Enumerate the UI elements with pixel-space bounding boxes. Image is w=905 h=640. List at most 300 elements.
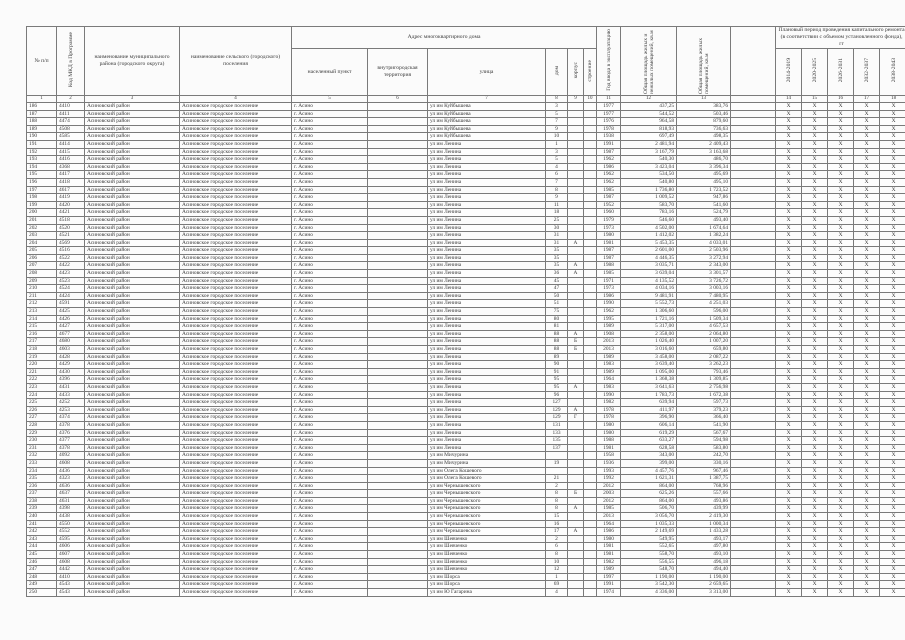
mkd-code: 4431 <box>57 383 85 391</box>
building: А <box>568 383 584 391</box>
area-residential: 493,86 <box>677 497 731 505</box>
mkd-code: 4376 <box>57 429 85 437</box>
street: ул им Чернышевского <box>428 490 546 498</box>
street: ул им Чернышевского <box>428 482 546 490</box>
column-number <box>731 96 776 103</box>
period-5: Х <box>880 292 905 300</box>
building <box>568 224 584 232</box>
period-5: Х <box>880 383 905 391</box>
locality: г. Асино <box>292 209 368 217</box>
structure <box>584 277 597 285</box>
period-5: Х <box>880 254 905 262</box>
locality: г. Асино <box>292 254 368 262</box>
intra-city <box>368 110 428 118</box>
area-residential: 524,79 <box>677 209 731 217</box>
table-row <box>27 376 905 384</box>
building <box>568 194 584 202</box>
building <box>568 125 584 133</box>
street: ул им Ленина <box>428 300 546 308</box>
settlement: Асиновское городское поселение <box>180 535 292 543</box>
street: ул им Ленина <box>428 406 546 414</box>
mkd-code: 4550 <box>57 520 85 528</box>
street: ул им Чернышевского <box>428 528 546 536</box>
period-3: Х <box>828 125 854 133</box>
row-number: 207 <box>27 262 57 270</box>
street: ул им Ленина <box>428 292 546 300</box>
intra-city <box>368 551 428 559</box>
period-5: Х <box>880 194 905 202</box>
settlement: Асиновское городское поселение <box>180 475 292 483</box>
settlement: Асиновское городское поселение <box>180 543 292 551</box>
period-4: Х <box>854 429 880 437</box>
spacer <box>731 551 776 559</box>
district: Асиновский район <box>85 505 180 513</box>
mkd-code: 4422 <box>57 262 85 270</box>
district: Асиновский район <box>85 353 180 361</box>
building <box>568 543 584 551</box>
area-residential: 1 387,75 <box>677 475 731 483</box>
locality: г. Асино <box>292 247 368 255</box>
area-total: 3 167,79 <box>621 148 677 156</box>
period-4: Х <box>854 216 880 224</box>
structure <box>584 338 597 346</box>
district: Асиновский район <box>85 399 180 407</box>
area-total: 606,14 <box>621 421 677 429</box>
building <box>568 277 584 285</box>
mkd-code: 4438 <box>57 513 85 521</box>
period-3: Х <box>828 239 854 247</box>
period-4: Х <box>854 277 880 285</box>
period-1: Х <box>776 247 802 255</box>
column-number: 17 <box>854 96 880 103</box>
spacer <box>731 277 776 285</box>
street: ул им Чернышевского <box>428 513 546 521</box>
period-4: Х <box>854 391 880 399</box>
area-total: 3 035,71 <box>621 262 677 270</box>
period-2: Х <box>802 201 828 209</box>
table-row <box>27 148 905 156</box>
settlement: Асиновское городское поселение <box>180 444 292 452</box>
mkd-code: 4524 <box>57 285 85 293</box>
settlement: Асиновское городское поселение <box>180 330 292 338</box>
header-periods-group: Плановый период проведения капитального ремонта (в соответствии с объемом установленного фонда), гг <box>776 27 905 49</box>
period-1: Х <box>776 315 802 323</box>
period-5: Х <box>880 391 905 399</box>
area-total: 3 458,00 <box>621 353 677 361</box>
settlement: Асиновское городское поселение <box>180 437 292 445</box>
row-number: 211 <box>27 292 57 300</box>
year: 1962 <box>597 171 621 179</box>
area-residential: 541,60 <box>677 201 731 209</box>
row-number: 238 <box>27 497 57 505</box>
district: Асиновский район <box>85 292 180 300</box>
period-5: Х <box>880 437 905 445</box>
capital-repair-table <box>26 26 905 597</box>
period-3: Х <box>828 376 854 384</box>
period-2: Х <box>802 520 828 528</box>
district: Асиновский район <box>85 490 180 498</box>
house: 129 <box>546 414 568 422</box>
row-number: 214 <box>27 315 57 323</box>
structure <box>584 505 597 513</box>
settlement: Асиновское городское поселение <box>180 399 292 407</box>
table-row <box>27 323 905 331</box>
period-4: Х <box>854 376 880 384</box>
year: 1988 <box>597 262 621 270</box>
house: 69 <box>546 581 568 589</box>
building: А <box>568 330 584 338</box>
table-row <box>27 361 905 369</box>
street: ул им Чернышевского <box>428 520 546 528</box>
area-total: 343,00 <box>621 452 677 460</box>
table-row <box>27 308 905 316</box>
period-4: Х <box>854 573 880 581</box>
period-3: Х <box>828 224 854 232</box>
row-number: 220 <box>27 361 57 369</box>
area-residential: 967,46 <box>677 467 731 475</box>
spacer <box>731 292 776 300</box>
period-2: Х <box>802 171 828 179</box>
period-3: Х <box>828 285 854 293</box>
house: 7 <box>546 118 568 126</box>
building: Б <box>568 346 584 354</box>
period-5: Х <box>880 323 905 331</box>
area-residential: 496,18 <box>677 558 731 566</box>
period-5: Х <box>880 308 905 316</box>
year: 1973 <box>597 285 621 293</box>
intra-city <box>368 429 428 437</box>
row-number: 204 <box>27 239 57 247</box>
mkd-code: 4606 <box>57 543 85 551</box>
area-residential: 597,73 <box>677 399 731 407</box>
street: ул им Ленина <box>428 429 546 437</box>
period-2: Х <box>802 262 828 270</box>
mkd-code: 4521 <box>57 232 85 240</box>
structure <box>584 520 597 528</box>
column-number-row <box>27 96 905 103</box>
house: 50 <box>546 292 568 300</box>
settlement: Асиновское городское поселение <box>180 140 292 148</box>
row-number: 192 <box>27 148 57 156</box>
building <box>568 399 584 407</box>
area-residential: 366,40 <box>677 414 731 422</box>
area-total: 818,93 <box>621 125 677 133</box>
settlement: Асиновское городское поселение <box>180 368 292 376</box>
period-4: Х <box>854 163 880 171</box>
period-1: Х <box>776 262 802 270</box>
period-4: Х <box>854 551 880 559</box>
period-2: Х <box>802 270 828 278</box>
year: 1990 <box>597 391 621 399</box>
period-5: Х <box>880 520 905 528</box>
period-3: Х <box>828 414 854 422</box>
table-row <box>27 239 905 247</box>
year: 1981 <box>597 551 621 559</box>
locality: г. Асино <box>292 125 368 133</box>
building <box>568 285 584 293</box>
building <box>568 558 584 566</box>
building <box>568 566 584 574</box>
row-number: 231 <box>27 444 57 452</box>
house: 8 <box>546 551 568 559</box>
locality: г. Асино <box>292 497 368 505</box>
house: 19 <box>546 459 568 467</box>
row-number: 218 <box>27 346 57 354</box>
area-residential: 3 272,94 <box>677 254 731 262</box>
settlement: Асиновское городское поселение <box>180 224 292 232</box>
spacer <box>731 103 776 111</box>
house: 15 <box>546 513 568 521</box>
year: 1958 <box>597 452 621 460</box>
table-row <box>27 216 905 224</box>
house: 31 <box>546 232 568 240</box>
table-row <box>27 133 905 141</box>
row-number: 199 <box>27 201 57 209</box>
building <box>568 437 584 445</box>
building <box>568 110 584 118</box>
mkd-code: 4410 <box>57 573 85 581</box>
row-number: 216 <box>27 330 57 338</box>
period-4: Х <box>854 330 880 338</box>
house <box>546 452 568 460</box>
column-number: 14 <box>776 96 802 103</box>
spacer <box>731 247 776 255</box>
table-row <box>27 414 905 422</box>
spacer <box>731 224 776 232</box>
structure <box>584 315 597 323</box>
district: Асиновский район <box>85 247 180 255</box>
area-total: 3 639,40 <box>621 361 677 369</box>
house: 75 <box>546 308 568 316</box>
table-row <box>27 125 905 133</box>
settlement: Асиновское городское поселение <box>180 194 292 202</box>
year: 1987 <box>597 194 621 202</box>
area-total: 1 368,38 <box>621 376 677 384</box>
year: 1908 <box>597 330 621 338</box>
row-number: 206 <box>27 254 57 262</box>
street: ул им Ленина <box>428 277 546 285</box>
intra-city <box>368 118 428 126</box>
area-residential: 1 672,38 <box>677 391 731 399</box>
period-4: Х <box>854 247 880 255</box>
year: 1980 <box>597 232 621 240</box>
mkd-code: 4569 <box>57 239 85 247</box>
column-number: 15 <box>802 96 828 103</box>
period-1: Х <box>776 475 802 483</box>
settlement: Асиновское городское поселение <box>180 315 292 323</box>
settlement: Асиновское городское поселение <box>180 125 292 133</box>
period-3: Х <box>828 118 854 126</box>
intra-city <box>368 376 428 384</box>
mkd-code: 4522 <box>57 254 85 262</box>
intra-city <box>368 277 428 285</box>
spacer <box>731 330 776 338</box>
row-number: 226 <box>27 406 57 414</box>
period-3: Х <box>828 444 854 452</box>
building <box>568 482 584 490</box>
area-total: 2 149,69 <box>621 528 677 536</box>
area-total: 1 190,00 <box>621 573 677 581</box>
period-3: Х <box>828 406 854 414</box>
row-number: 189 <box>27 125 57 133</box>
year: 1990 <box>597 300 621 308</box>
period-2: Х <box>802 254 828 262</box>
period-2: Х <box>802 346 828 354</box>
period-3: Х <box>828 528 854 536</box>
street: ул им Ленина <box>428 285 546 293</box>
settlement: Асиновское городское поселение <box>180 581 292 589</box>
intra-city <box>368 589 428 597</box>
area-residential: 439,99 <box>677 505 731 513</box>
district: Асиновский район <box>85 346 180 354</box>
locality: г. Асино <box>292 346 368 354</box>
register-page <box>26 26 905 597</box>
intra-city <box>368 353 428 361</box>
street: ул им Мичурина <box>428 459 546 467</box>
mkd-code: 4585 <box>57 133 85 141</box>
structure <box>584 368 597 376</box>
settlement: Асиновское городское поселение <box>180 361 292 369</box>
spacer <box>731 270 776 278</box>
spacer <box>731 421 776 429</box>
period-4: Х <box>854 414 880 422</box>
period-4: Х <box>854 505 880 513</box>
period-5: Х <box>880 490 905 498</box>
area-total: 549,95 <box>621 535 677 543</box>
period-2: Х <box>802 490 828 498</box>
area-residential: 4 251,03 <box>677 300 731 308</box>
structure <box>584 209 597 217</box>
building <box>568 361 584 369</box>
house: 96 <box>546 391 568 399</box>
intra-city <box>368 239 428 247</box>
header-period-5: 2038-2043 <box>880 49 905 96</box>
year: 1978 <box>597 125 621 133</box>
intra-city <box>368 232 428 240</box>
period-3: Х <box>828 232 854 240</box>
period-2: Х <box>802 558 828 566</box>
period-1: Х <box>776 376 802 384</box>
table-row <box>27 346 905 354</box>
building: А <box>568 262 584 270</box>
settlement: Асиновское городское поселение <box>180 209 292 217</box>
structure <box>584 459 597 467</box>
period-4: Х <box>854 285 880 293</box>
building <box>568 171 584 179</box>
period-3: Х <box>828 148 854 156</box>
intra-city <box>368 475 428 483</box>
building <box>568 551 584 559</box>
structure <box>584 551 597 559</box>
period-4: Х <box>854 497 880 505</box>
locality: г. Асино <box>292 429 368 437</box>
area-total: 3 639,04 <box>621 270 677 278</box>
structure <box>584 353 597 361</box>
structure <box>584 513 597 521</box>
intra-city <box>368 535 428 543</box>
intra-city <box>368 421 428 429</box>
house: 21 <box>546 475 568 483</box>
table-row <box>27 543 905 551</box>
period-1: Х <box>776 285 802 293</box>
locality: г. Асино <box>292 103 368 111</box>
period-4: Х <box>854 383 880 391</box>
area-total: 964,58 <box>621 118 677 126</box>
row-number: 196 <box>27 178 57 186</box>
period-3: Х <box>828 330 854 338</box>
settlement: Асиновское городское поселение <box>180 163 292 171</box>
district: Асиновский район <box>85 216 180 224</box>
building: А <box>568 239 584 247</box>
building <box>568 216 584 224</box>
period-1: Х <box>776 308 802 316</box>
area-total: 4 446,35 <box>621 254 677 262</box>
area-total: 540,80 <box>621 178 677 186</box>
settlement: Асиновское городское поселение <box>180 156 292 164</box>
mkd-code: 4396 <box>57 376 85 384</box>
area-residential: 497,80 <box>677 543 731 551</box>
settlement: Асиновское городское поселение <box>180 232 292 240</box>
house: 89 <box>546 353 568 361</box>
locality: г. Асино <box>292 437 368 445</box>
building <box>568 452 584 460</box>
year: 2013 <box>597 346 621 354</box>
spacer <box>731 467 776 475</box>
spacer <box>731 118 776 126</box>
intra-city <box>368 285 428 293</box>
header-street: улица <box>428 49 546 96</box>
period-1: Х <box>776 224 802 232</box>
house: 17 <box>546 528 568 536</box>
intra-city <box>368 490 428 498</box>
area-residential: 2 064,80 <box>677 330 731 338</box>
building <box>568 467 584 475</box>
period-1: Х <box>776 209 802 217</box>
period-4: Х <box>854 421 880 429</box>
building <box>568 254 584 262</box>
structure <box>584 140 597 148</box>
period-1: Х <box>776 551 802 559</box>
period-5: Х <box>880 103 905 111</box>
table-row <box>27 353 905 361</box>
period-4: Х <box>854 589 880 597</box>
row-number: 227 <box>27 414 57 422</box>
settlement: Асиновское городское поселение <box>180 414 292 422</box>
row-number: 222 <box>27 376 57 384</box>
mkd-code: 4428 <box>57 353 85 361</box>
structure <box>584 270 597 278</box>
period-5: Х <box>880 368 905 376</box>
settlement: Асиновское городское поселение <box>180 467 292 475</box>
area-total: 437,25 <box>621 103 677 111</box>
area-total: 2 481,94 <box>621 140 677 148</box>
period-4: Х <box>854 482 880 490</box>
spacer <box>731 414 776 422</box>
intra-city <box>368 505 428 513</box>
locality: г. Асино <box>292 148 368 156</box>
spacer <box>731 186 776 194</box>
spacer <box>731 399 776 407</box>
spacer <box>731 452 776 460</box>
street: ул им Шорса <box>428 573 546 581</box>
intra-city <box>368 338 428 346</box>
period-1: Х <box>776 216 802 224</box>
structure <box>584 133 597 141</box>
structure <box>584 414 597 422</box>
area-residential: 1 509,34 <box>677 315 731 323</box>
area-total: 4 034,16 <box>621 285 677 293</box>
row-number: 219 <box>27 353 57 361</box>
